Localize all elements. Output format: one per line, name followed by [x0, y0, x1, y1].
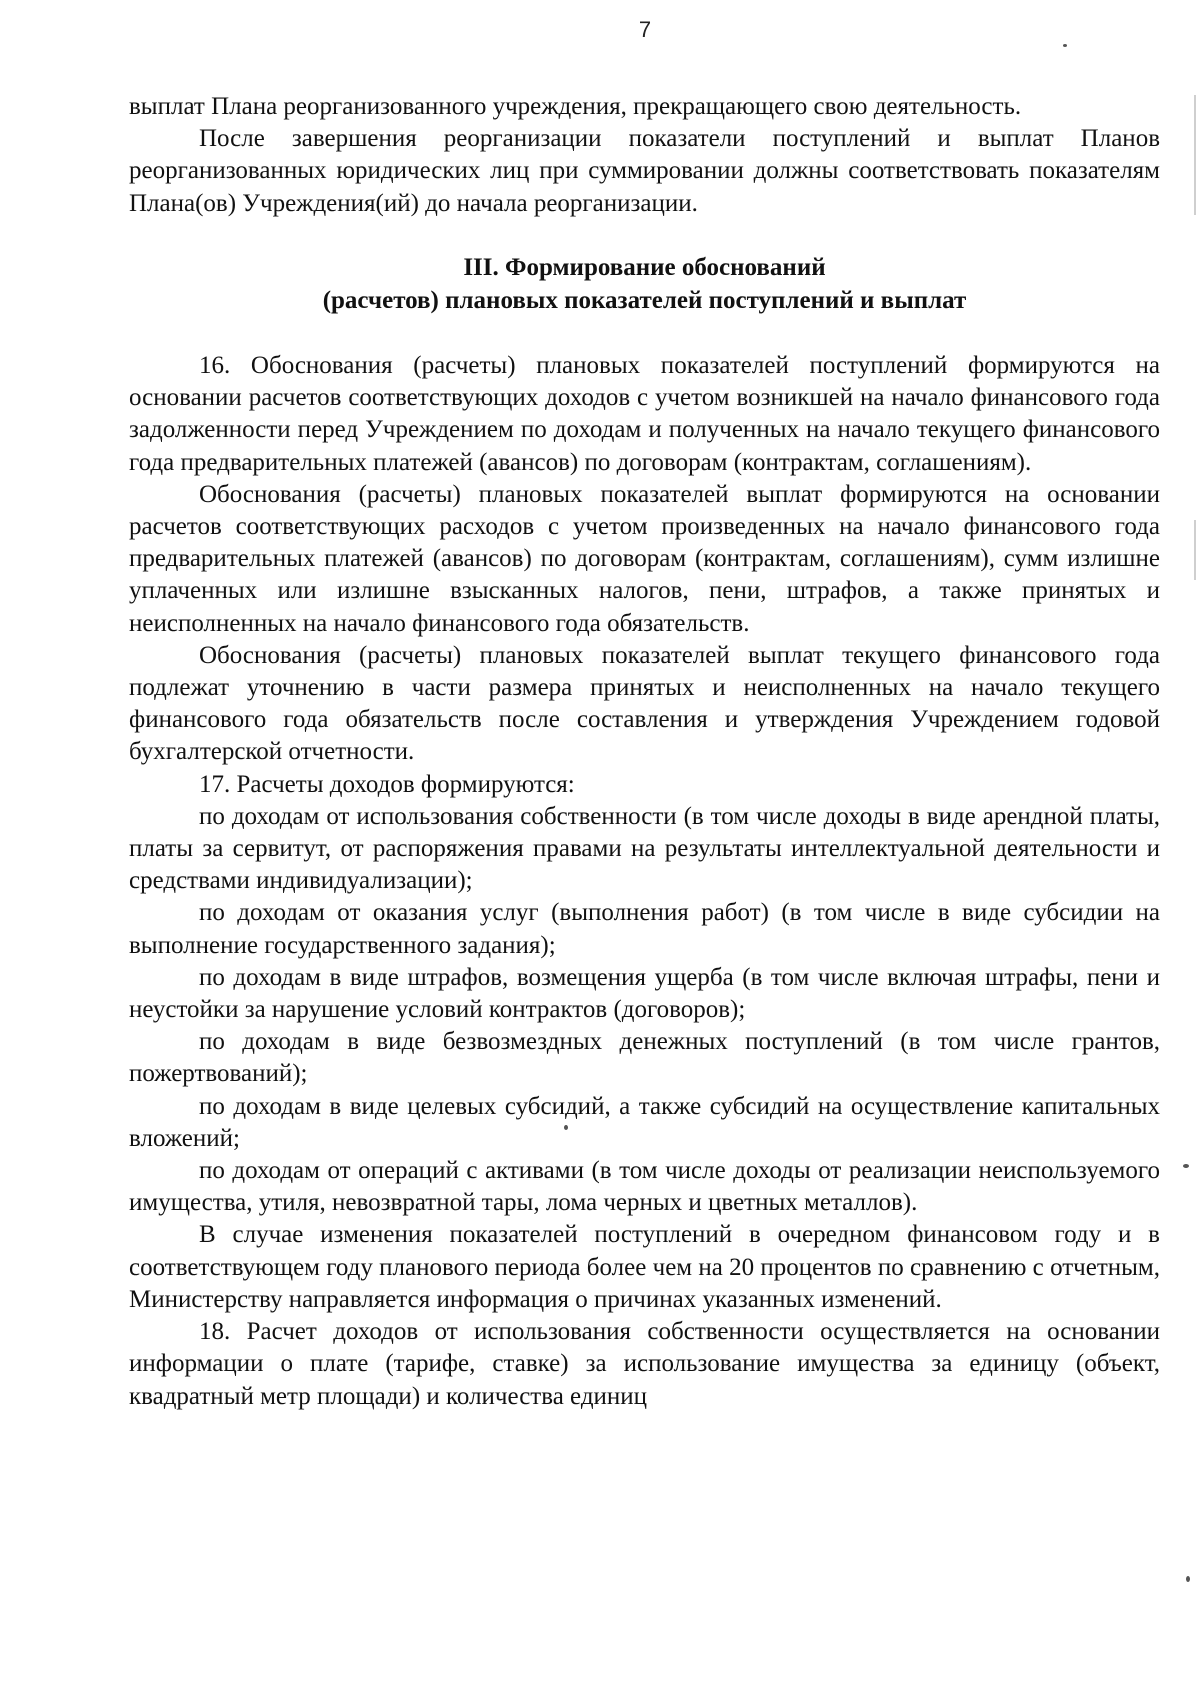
section-title-line-2: (расчетов) плановых показателей поступлений и выплат [322, 287, 967, 314]
scan-speck [1183, 1164, 1189, 1168]
scan-edge-line [1194, 520, 1196, 580]
paragraph: В случае изменения показателей поступлений в очередном финансовом году и в соответствующем году планового периода более чем на 20 процентов по сравнению с отчетным, Министерству направляется информация о причинах указанных изменений. [129, 1221, 1160, 1313]
intro-text [129, 91, 1160, 220]
scan-speck [1063, 44, 1067, 47]
paragraph: выплат Плана реорганизованного учреждения, прекращающего свою деятельность. [129, 93, 1022, 120]
scan-edge-line [1194, 95, 1196, 215]
paragraph-16: 16. Обоснования (расчеты) плановых показателей поступлений формируются на основании расчетов соответствующих доходов с учетом возникшей на начало финансового года задолженности перед Учреждением по доходам и полученных на начало текущего финансового года предварительных платежей (авансов) по договорам (контрактам, соглашениям). [129, 352, 1160, 476]
list-item: по доходам в виде штрафов, возмещения ущерба (в том числе включая штрафы, пени и неустойки за нарушение условий контрактов (договоров); [129, 963, 1160, 1024]
list-item: по доходам от использования собственности (в том числе доходы в виде арендной платы, платы за сервитут, от распоряжения правами на результаты интеллектуальной деятельности и средствами индивидуализации); [129, 802, 1160, 895]
list-item: по доходам в виде целевых субсидий, а также субсидий на осуществление капитальных вложений; [129, 1092, 1160, 1152]
section-body [129, 350, 1160, 1413]
scan-speck [564, 1125, 568, 1130]
section-title-line-1: III. Формирование обоснований [463, 254, 826, 281]
paragraph-18: 18. Расчет доходов от использования собственности осуществляется на основании информации о плате (тарифе, ставке) за использование имущества за единицу (объект, квадратный метр площади) и количества единиц [129, 1318, 1160, 1410]
page-number: 7 [638, 17, 652, 42]
paragraph: После завершения реорганизации показатели поступлений и выплат Планов реорганизованных юридических лиц при суммировании должны соответствовать показателям Плана(ов) Учреждения(ий) до начала реорганизации. [129, 125, 1160, 217]
paragraph: Обоснования (расчеты) плановых показателей выплат текущего финансового года подлежат уточнению в части размера принятых и неисполненных на начало текущего финансового года обязательств после составления и утверждения Учреждением годовой бухгалтерской отчетности. [129, 641, 1160, 766]
paragraph-17: 17. Расчеты доходов формируются: [199, 770, 575, 798]
scan-speck [1186, 1576, 1190, 1582]
list-item: по доходам от операций с активами (в том числе доходы от реализации неиспользуемого имущества, утиля, невозвратной тары, лома черных и цветных металлов). [129, 1157, 1160, 1217]
paragraph: Обоснования (расчеты) плановых показателей выплат формируются на основании расчетов соответствующих расходов с учетом произведенных на начало финансового года предварительных платежей (авансов) по договорам (контрактам, соглашениям), сумм излишне уплаченных или излишне взысканных налогов, пени, штрафов, а также принятых и неисполненных на начало финансового года обязательств. [129, 480, 1160, 637]
section-heading [129, 251, 1160, 317]
list-item: по доходам от оказания услуг (выполнения работ) (в том числе в виде субсидии на выполнение государственного задания); [129, 899, 1160, 959]
list-item: по доходам в виде безвозмездных денежных поступлений (в том числе грантов, пожертвований); [129, 1028, 1160, 1088]
